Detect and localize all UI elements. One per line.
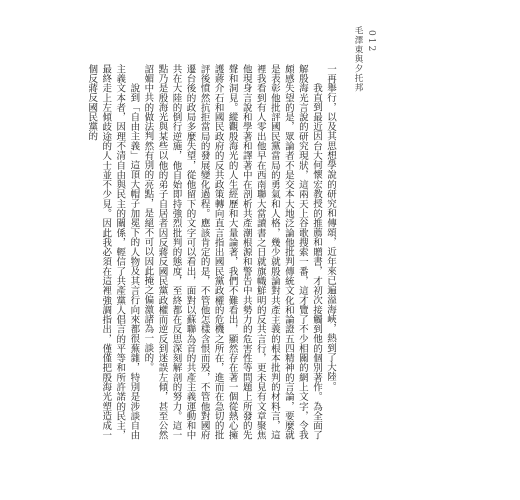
running-head: 毛澤東與夕托邦 (353, 26, 363, 93)
page-number: 012 (366, 30, 376, 54)
paragraph: 說到「自由主義」這頂大帽子加冕下的人物及其言行向來都很蕪雜，特別是涉談自由主義文本者，因理不清自由與民主的關係，輕信了共產黨人倡言的平等和所許諾的民主，最終走上左傾歧途的人士並不少見。因此我必須在這裡強調指出，僅僅把殷海光塑造成一個反蔣反國民黨的 (86, 64, 140, 440)
paragraph: 我直到最近因台大何懷宏教授的推薦和贈書，才初次接觸到他的個別著作。為全面了解殷海光言說的研究現狀，這兩天上谷歌搜索一番，這才覽了不少相關的網上文字，令我頗感失望的是，眾論者不是交本大地泛論他批判傳統文化和論證五四精神的言論，要麼就是表彰他批評國民黨當局的勇氣和人格，幾少就殷論對共產主義的根本批判的材料言，這裡我看到有人零出他早在西南聯大當讀書之日就旗幟鮮明的反共言行，更未見有文章聚焦他現身言說和學著和譯著中在剖析共產潮根源和警告中共勢力的危害性等問題上所發的先聲和洞見。縱觀殷海光的人生經歷和大量論著，我們不難看出，顯然存在著一個從熱心擁護蔣介石和國民政府的反共政策轉向直言指出國民黨政權的危機之所在，進而在急切的批評後憤然抗拒當局的發展變化過程。應該肯定的是，不管他怎樣含恨而殁，不管他對國府遷台後的政局多麼失望，從他留下的文字可以看出，面對以蘇聯為首的共產主義運動和中共在大陸的倒行逆施，他自始即持強烈批判的態度，至終都在反思深刻解剖的努力。這一點乃是殷海光與某些以他的弟子自居者因反蔣反國民黨政權而逆反到迷誤左傾，甚至公然詔媚中共的做法判然有別的亮點，是絕不可以因此掩之偏激諸為一談的。 (142, 64, 322, 440)
paragraph: 一再舉行，以及其思想學說的研究和傳頌，近年來已遍溢海峽，熱到了大陸。 (325, 64, 336, 392)
body-text (86, 64, 337, 440)
